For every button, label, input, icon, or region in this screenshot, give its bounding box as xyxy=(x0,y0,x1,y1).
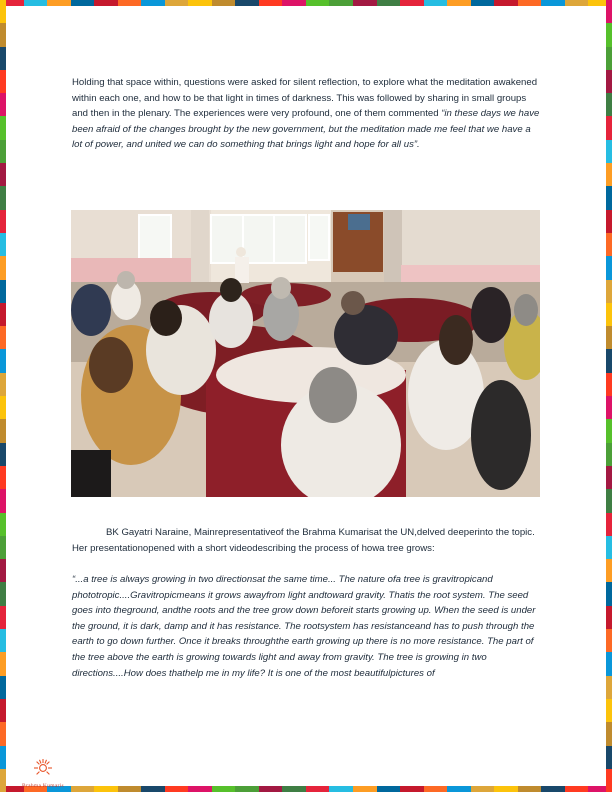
border-segment xyxy=(606,676,612,699)
border-segment xyxy=(447,0,471,6)
border-segment xyxy=(235,786,259,792)
border-segment xyxy=(377,786,401,792)
border-segment xyxy=(329,786,353,792)
paragraph1-text: Holding that space within, questions were asked for silent reflection, to explore what the meditation awakened within each one, and how to be that light in times of darkness. This was followed by sharing in small groups and then in the plenary. The experiences were very profound, one of them commented xyxy=(72,77,538,120)
border-segment xyxy=(606,536,612,559)
paragraph-tree-quote: “...a tree is always growing in two directionsat the same time... The nature ofa tree is gravitropicand phototropic....Gravitropicmeans it grows awayfrom light andtoward gravity. Thatis the root system. The seed goes into theground, andthe roots and the tree grow down beforeit starts growing up. When the seed is under the ground, it is dark, damp and it has resistance. The rootsystem has resistanceand has to push through the earth to go down further. Once it breaks throughthe earth growing up there is no more resistance. The part of the tree above the earth is growing towards light and away from gravity. The tree is growing in two directions....How does thathelp me in my life? It is one of the most beautifulpictures of xyxy=(72,574,536,679)
border-segment xyxy=(165,786,189,792)
border-segment xyxy=(306,786,330,792)
border-segment xyxy=(0,349,6,372)
paragraph1-quote: “in these days we have been afraid of the changes brought by the new government, but the meditation made me feel that we have a lot of power, and united we can do something that brings light and hope for all us”. xyxy=(72,108,540,151)
border-segment xyxy=(606,70,612,93)
border-segment xyxy=(606,23,612,46)
border-segment xyxy=(0,233,6,256)
border-segment xyxy=(24,0,48,6)
border-segment xyxy=(282,786,306,792)
border-segment xyxy=(606,606,612,629)
border-segment xyxy=(0,116,6,139)
border-segment xyxy=(424,786,448,792)
border-segment xyxy=(0,163,6,186)
border-segment xyxy=(0,652,6,675)
border-segment xyxy=(606,699,612,722)
border-segment xyxy=(94,786,118,792)
border-segment xyxy=(0,326,6,349)
border-segment xyxy=(606,489,612,512)
border-segment xyxy=(0,676,6,699)
border-segment xyxy=(606,233,612,256)
border-segment xyxy=(353,786,377,792)
border-segment xyxy=(0,140,6,163)
border-segment xyxy=(0,70,6,93)
border-segment xyxy=(471,786,495,792)
border-segment xyxy=(259,786,283,792)
border-segment xyxy=(0,443,6,466)
border-segment xyxy=(47,0,71,6)
border-segment xyxy=(118,786,142,792)
bottom-color-border xyxy=(0,786,612,792)
border-segment xyxy=(0,256,6,279)
border-segment xyxy=(141,0,165,6)
border-segment xyxy=(400,0,424,6)
border-segment xyxy=(0,489,6,512)
border-segment xyxy=(606,47,612,70)
border-segment xyxy=(0,582,6,605)
border-segment xyxy=(377,0,401,6)
border-segment xyxy=(259,0,283,6)
border-segment xyxy=(606,280,612,303)
border-segment xyxy=(0,93,6,116)
border-segment xyxy=(447,786,471,792)
border-segment xyxy=(606,419,612,442)
border-segment xyxy=(606,769,612,792)
border-segment xyxy=(606,93,612,116)
border-segment xyxy=(0,396,6,419)
border-segment xyxy=(565,786,589,792)
border-segment xyxy=(0,722,6,745)
border-segment xyxy=(424,0,448,6)
border-segment xyxy=(541,0,565,6)
border-segment xyxy=(606,0,612,23)
border-segment xyxy=(494,786,518,792)
border-segment xyxy=(606,582,612,605)
border-segment xyxy=(0,210,6,233)
border-segment xyxy=(306,0,330,6)
border-segment xyxy=(606,116,612,139)
border-segment xyxy=(71,786,95,792)
border-segment xyxy=(606,443,612,466)
border-segment xyxy=(606,186,612,209)
border-segment xyxy=(235,0,259,6)
border-segment xyxy=(606,326,612,349)
border-segment xyxy=(606,652,612,675)
border-segment xyxy=(606,559,612,582)
border-segment xyxy=(0,769,6,792)
border-segment xyxy=(0,559,6,582)
border-segment xyxy=(0,280,6,303)
border-segment xyxy=(71,0,95,6)
border-segment xyxy=(0,513,6,536)
border-segment xyxy=(541,786,565,792)
paragraph-meditation-reflection xyxy=(72,75,542,153)
border-segment xyxy=(0,699,6,722)
border-segment xyxy=(606,396,612,419)
border-segment xyxy=(0,23,6,46)
border-segment xyxy=(353,0,377,6)
border-segment xyxy=(0,606,6,629)
brahma-kumaris-logo xyxy=(13,757,73,789)
border-segment xyxy=(0,629,6,652)
border-segment xyxy=(141,786,165,792)
border-segment xyxy=(606,629,612,652)
border-segment xyxy=(212,786,236,792)
border-segment xyxy=(329,0,353,6)
left-color-border xyxy=(0,0,6,792)
border-segment xyxy=(494,0,518,6)
border-segment xyxy=(606,210,612,233)
border-segment xyxy=(94,0,118,6)
border-segment xyxy=(606,373,612,396)
sun-emblem-icon xyxy=(32,757,54,777)
border-segment xyxy=(518,0,542,6)
border-segment xyxy=(565,0,589,6)
border-segment xyxy=(0,47,6,70)
border-segment xyxy=(0,419,6,442)
border-segment xyxy=(606,466,612,489)
logo-text: Brahma Kumaris xyxy=(22,783,64,789)
border-segment xyxy=(606,140,612,163)
right-color-border xyxy=(606,0,612,792)
border-segment xyxy=(0,303,6,326)
border-segment xyxy=(606,256,612,279)
border-segment xyxy=(606,746,612,769)
border-segment xyxy=(0,466,6,489)
border-segment xyxy=(212,0,236,6)
border-segment xyxy=(118,0,142,6)
border-segment xyxy=(606,303,612,326)
border-segment xyxy=(518,786,542,792)
border-segment xyxy=(471,0,495,6)
border-segment xyxy=(0,746,6,769)
border-segment xyxy=(188,786,212,792)
border-segment xyxy=(0,186,6,209)
border-segment xyxy=(165,0,189,6)
border-segment xyxy=(0,536,6,559)
border-segment xyxy=(606,163,612,186)
border-segment xyxy=(188,0,212,6)
border-segment xyxy=(282,0,306,6)
border-segment xyxy=(606,513,612,536)
event-photo xyxy=(71,210,540,497)
border-segment xyxy=(0,373,6,396)
border-segment xyxy=(606,349,612,372)
paragraph-gayatri-presentation: BK Gayatri Naraine, Mainrepresentativeof the Brahma Kumarisat the UN,delved deeperinto the topic. Her presentationopened with a short videodescribing the process of howa tree grows: xyxy=(72,527,535,554)
top-color-border xyxy=(0,0,612,6)
border-segment xyxy=(0,0,6,23)
border-segment xyxy=(606,722,612,745)
border-segment xyxy=(400,786,424,792)
